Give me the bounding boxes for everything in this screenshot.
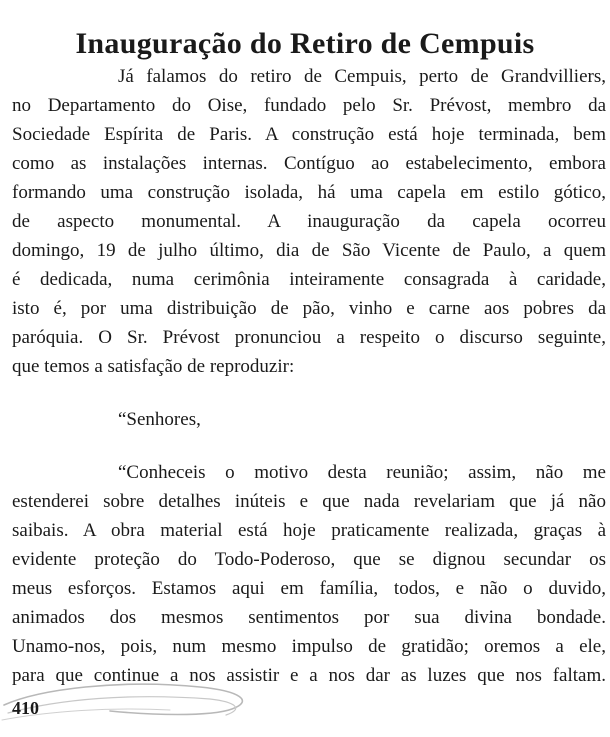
paragraph-line: de aspecto monumental. A inauguração da capela ocorreu xyxy=(12,211,606,232)
paragraph-line: Já falamos do retiro de Cempuis, perto de Grandvilliers, xyxy=(118,66,606,87)
paragraph-line: Unamo-nos, pois, num mesmo impulso de gratidão; oremos a ele, xyxy=(12,636,606,657)
paragraph-line: “Senhores, xyxy=(118,409,201,430)
paragraph-line: saibais. A obra material está hoje praticamente realizada, graças à xyxy=(12,520,606,541)
footer-swirl-icon xyxy=(0,665,260,725)
paragraph-speech xyxy=(12,458,606,690)
paragraph-line: como as instalações internas. Contíguo ao estabelecimento, embora xyxy=(12,153,606,174)
paragraph-line: para que continue a nos assistir e a nos dar as luzes que nos faltam. xyxy=(12,665,606,686)
paragraph-line: isto é, por uma distribuição de pão, vinho e carne aos pobres da xyxy=(12,298,606,319)
paragraph-line: Sociedade Espírita de Paris. A construção está hoje terminada, bem xyxy=(12,124,606,145)
paragraph-line: que temos a satisfação de reproduzir: xyxy=(12,356,295,377)
paragraph-intro xyxy=(12,62,606,381)
paragraph-line: estenderei sobre detalhes inúteis e que nada revelariam que já não xyxy=(12,491,606,512)
paragraph-line: evidente proteção do Todo-Poderoso, que se dignou secundar os xyxy=(12,549,606,570)
paragraph-line: paróquia. O Sr. Prévost pronunciou a respeito o discurso seguinte, xyxy=(12,327,606,348)
paragraph-line: é dedicada, numa cerimônia inteiramente consagrada à caridade, xyxy=(12,269,606,290)
body-text xyxy=(12,62,606,690)
paragraph-line: animados dos mesmos sentimentos por sua divina bondade. xyxy=(12,607,606,628)
paragraph-line: “Conheceis o motivo desta reunião; assim, não me xyxy=(118,462,606,483)
paragraph-salutation xyxy=(12,405,606,434)
paragraph-line: meus esforços. Estamos aqui em família, todos, e não o duvido, xyxy=(12,578,606,599)
page-number: 410 xyxy=(12,698,39,718)
chapter-title: Inauguração do Retiro de Cempuis xyxy=(75,27,535,61)
paragraph-line: no Departamento do Oise, fundado pelo Sr. Prévost, membro da xyxy=(12,95,606,116)
paragraph-line: domingo, 19 de julho último, dia de São Vicente de Paulo, a quem xyxy=(12,240,606,261)
paragraph-line: formando uma construção isolada, há uma capela em estilo gótico, xyxy=(12,182,606,203)
